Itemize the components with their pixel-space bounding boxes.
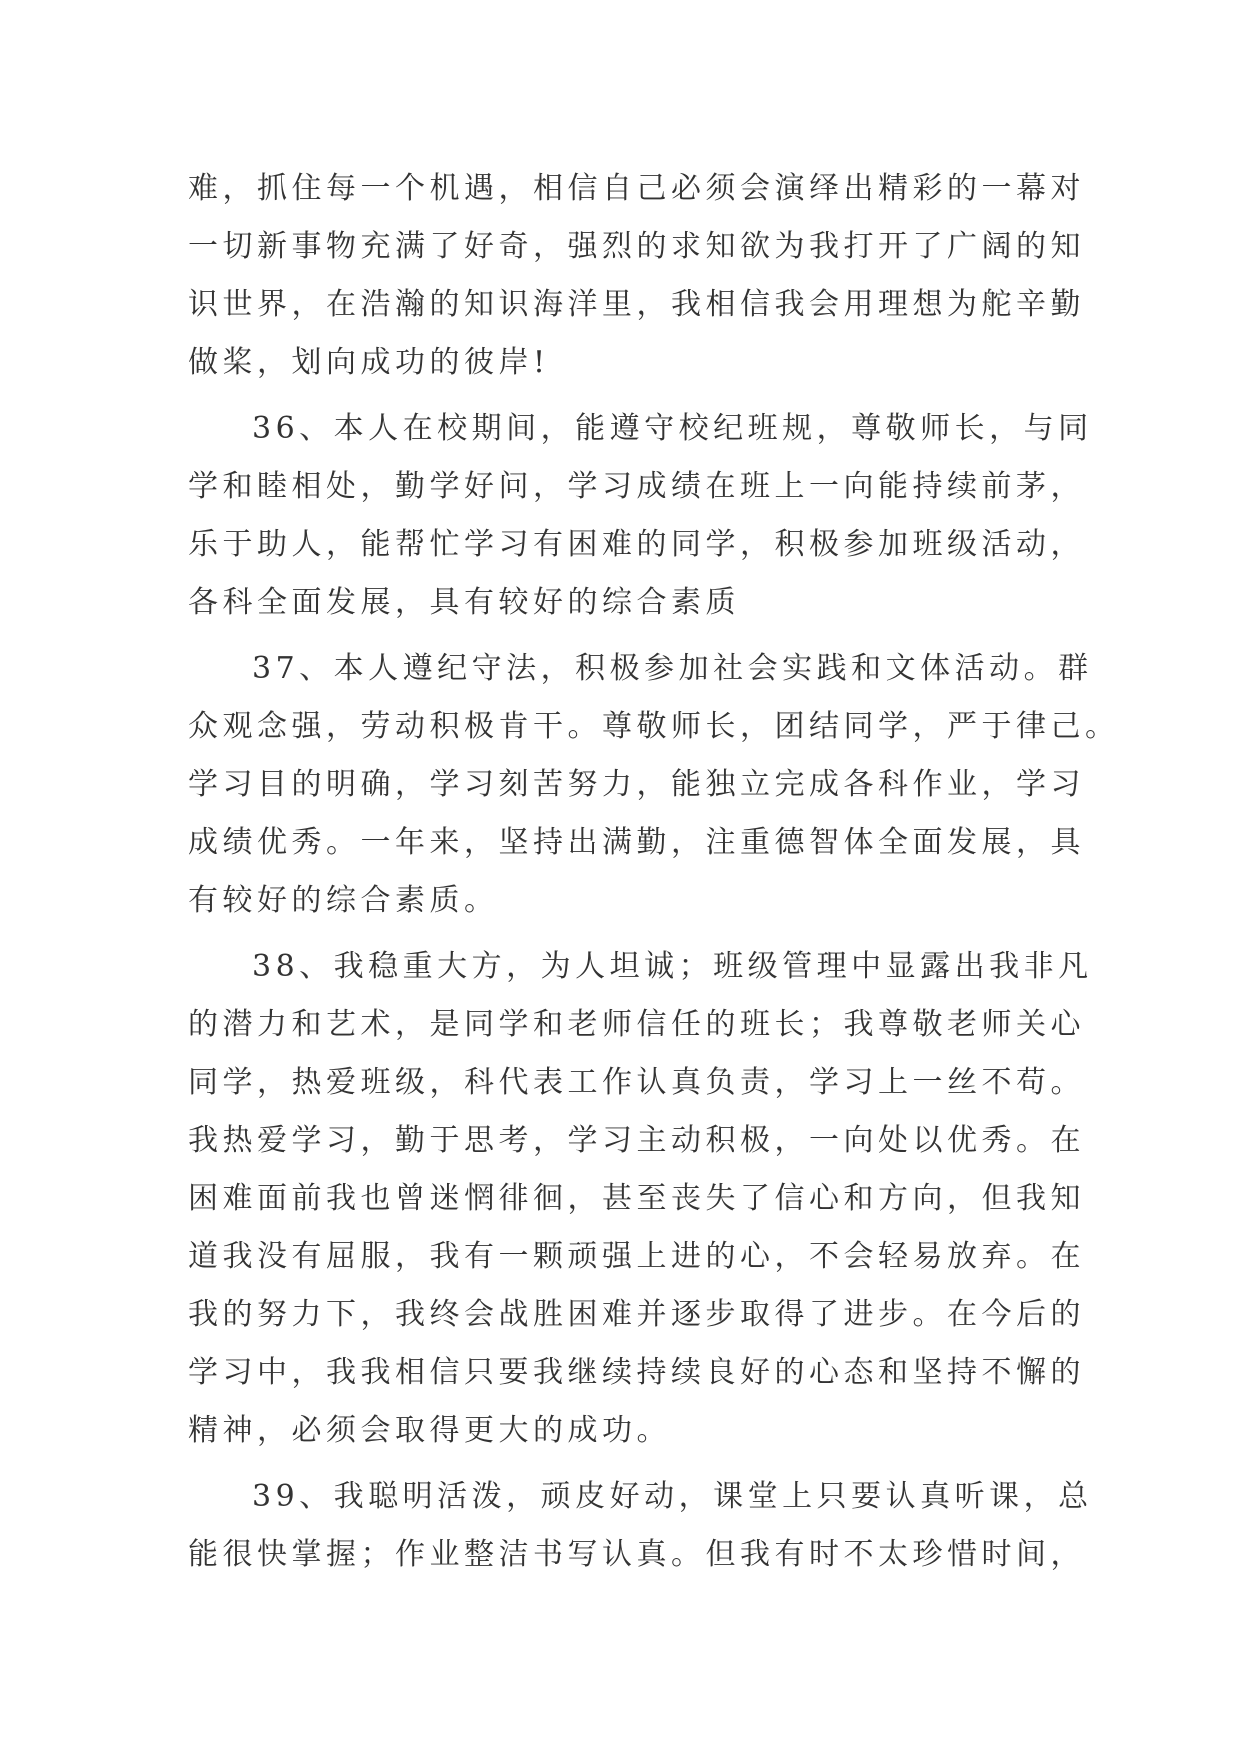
text-line: 的潜力和艺术，是同学和老师信任的班长；我尊敬老师关心 xyxy=(188,1007,1085,1042)
text-line: 道我没有屈服，我有一颗顽强上进的心，不会轻易放弃。在 xyxy=(188,1239,1085,1274)
text-line: 学习目的明确，学习刻苦努力，能独立完成各科作业，学习 xyxy=(188,767,1085,802)
text-line: 38、我稳重大方，为人坦诚；班级管理中显露出我非凡 xyxy=(252,949,1093,984)
text-line: 我的努力下，我终会战胜困难并逐步取得了进步。在今后的 xyxy=(188,1297,1085,1332)
document-body xyxy=(188,160,1120,1592)
paragraph-continuation xyxy=(188,160,1085,392)
text-line: 能很快掌握；作业整洁书写认真。但我有时不太珍惜时间， xyxy=(188,1537,1085,1572)
text-line: 识世界，在浩瀚的知识海洋里，我相信我会用理想为舵辛勤 xyxy=(188,287,1085,322)
text-line: 36、本人在校期间，能遵守校纪班规，尊敬师长，与同 xyxy=(252,411,1093,446)
text-line: 39、我聪明活泼，顽皮好动，课堂上只要认真听课，总 xyxy=(252,1479,1093,1514)
text-line: 有较好的综合素质。 xyxy=(188,883,499,918)
paragraph-37 xyxy=(188,640,1120,930)
text-line: 困难面前我也曾迷惘徘徊，甚至丧失了信心和方向，但我知 xyxy=(188,1181,1085,1216)
text-line: 成绩优秀。一年来，坚持出满勤，注重德智体全面发展，具 xyxy=(188,825,1085,860)
paragraph-36 xyxy=(188,400,1093,632)
text-line: 精神，必须会取得更大的成功。 xyxy=(188,1413,671,1448)
text-line: 学习中，我我相信只要我继续持续良好的心态和坚持不懈的 xyxy=(188,1355,1085,1390)
paragraph-39 xyxy=(188,1468,1093,1584)
text-line: 难，抓住每一个机遇，相信自己必须会演绎出精彩的一幕对 xyxy=(188,171,1085,206)
text-line: 做桨，划向成功的彼岸! xyxy=(188,345,550,380)
text-line: 乐于助人，能帮忙学习有困难的同学，积极参加班级活动， xyxy=(188,527,1085,562)
paragraph-38 xyxy=(188,938,1093,1460)
text-line: 学和睦相处，勤学好问，学习成绩在班上一向能持续前茅， xyxy=(188,469,1085,504)
text-line: 我热爱学习，勤于思考，学习主动积极，一向处以优秀。在 xyxy=(188,1123,1085,1158)
text-line: 众观念强，劳动积极肯干。尊敬师长，团结同学，严于律己。 xyxy=(188,709,1120,744)
text-line: 各科全面发展，具有较好的综合素质 xyxy=(188,585,740,620)
text-line: 同学，热爱班级，科代表工作认真负责，学习上一丝不苟。 xyxy=(188,1065,1085,1100)
text-line: 37、本人遵纪守法，积极参加社会实践和文体活动。群 xyxy=(252,651,1093,686)
text-line: 一切新事物充满了好奇，强烈的求知欲为我打开了广阔的知 xyxy=(188,229,1085,264)
